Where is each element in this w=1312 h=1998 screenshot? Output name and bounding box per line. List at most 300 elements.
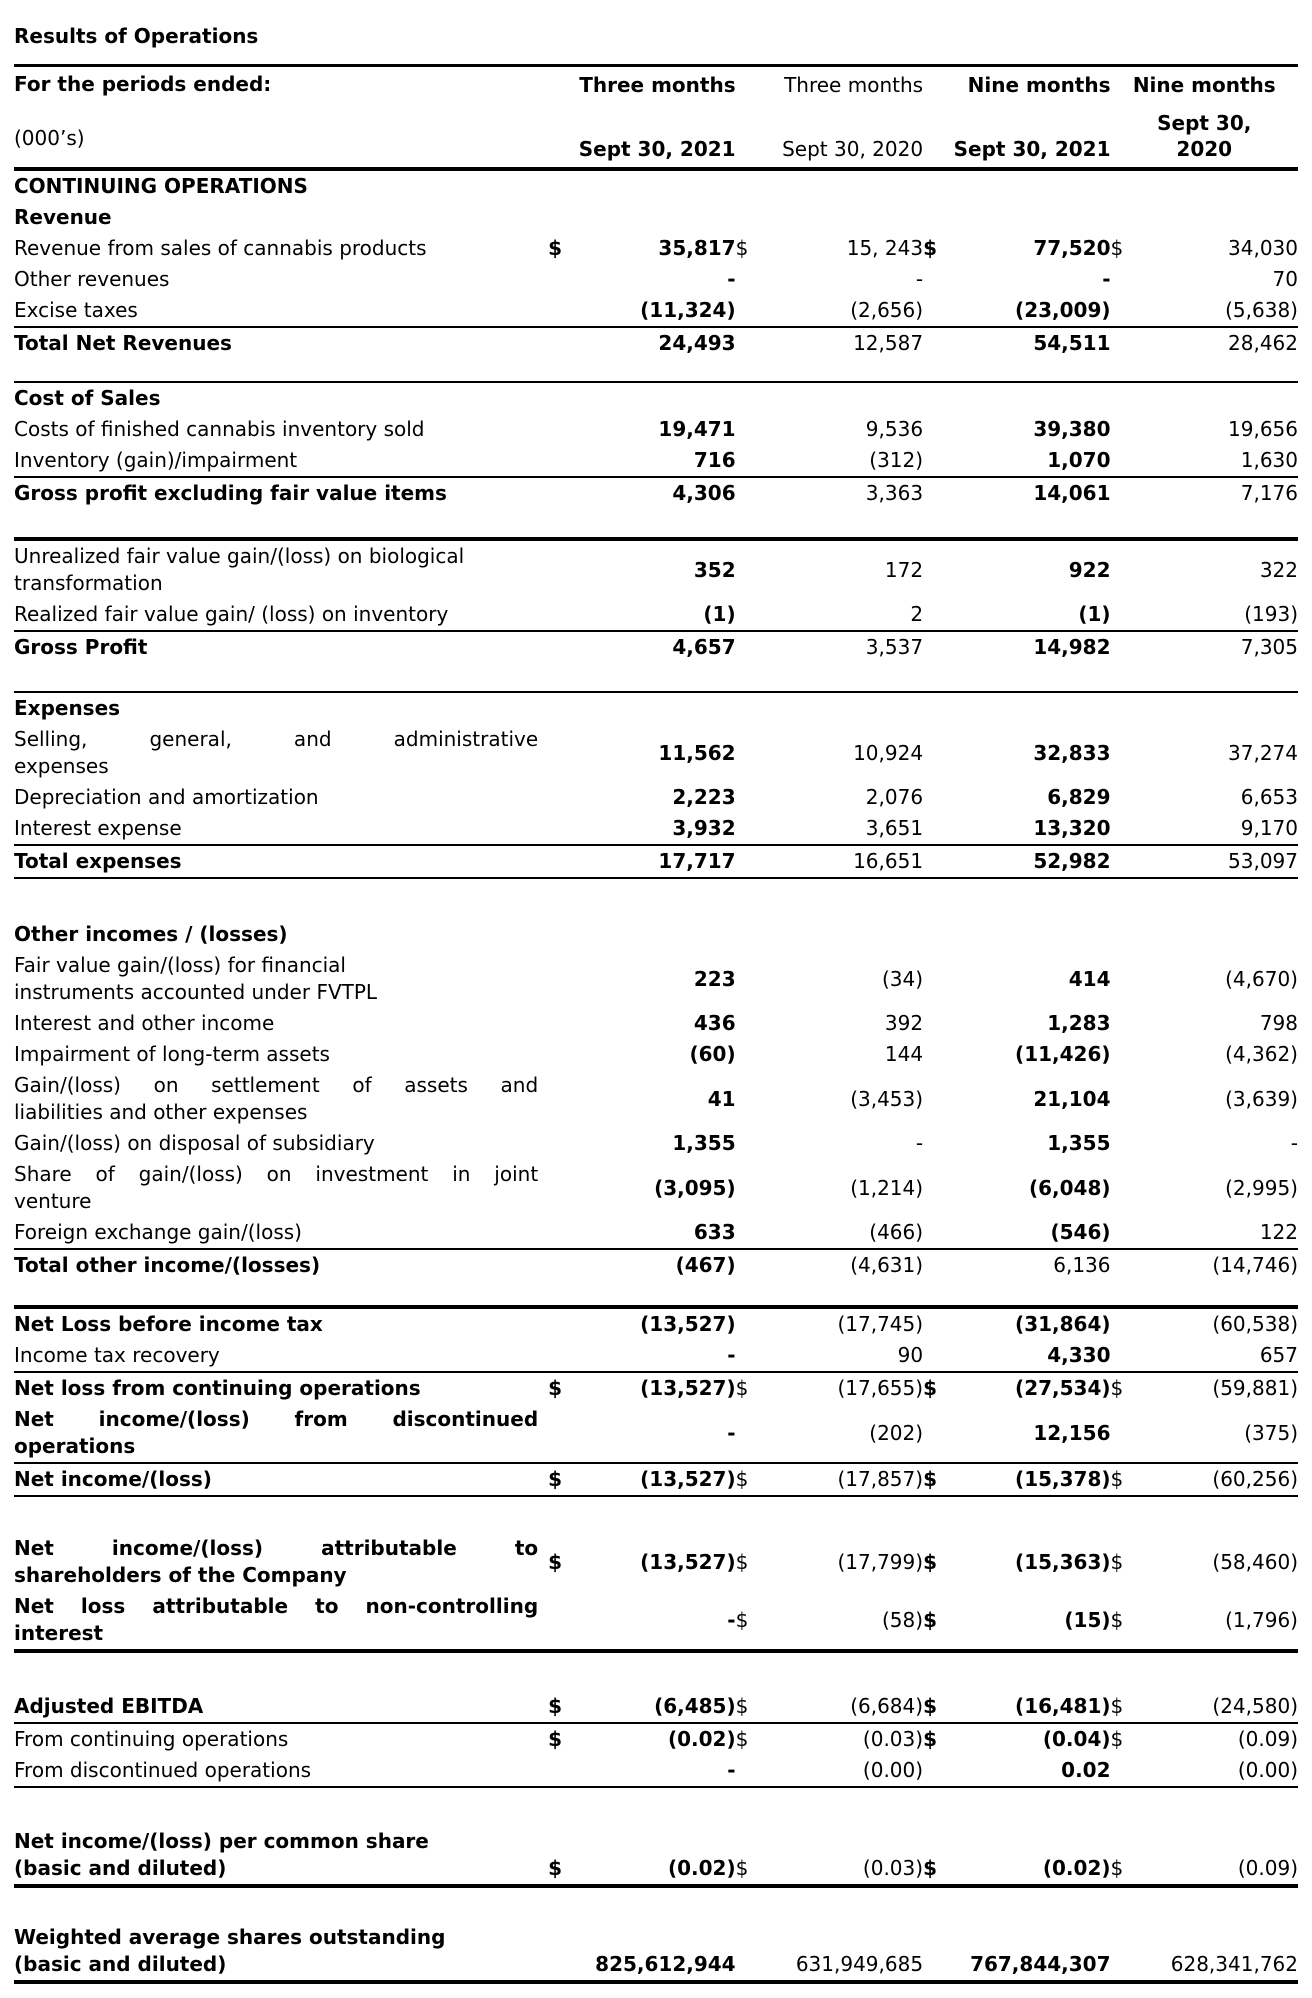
row-label-line: Excise taxes [14,298,138,322]
spacer-cell [14,1281,1298,1305]
currency-cell [548,445,578,476]
currency-cell: $ [735,1467,749,1491]
currency-cell [736,478,766,509]
table-row [14,541,1298,599]
header-period-label: Nine months [1132,73,1276,97]
value-cell: 2,223 [672,785,736,809]
table-row [14,1404,1298,1462]
currency-cell [548,264,578,295]
table-row [14,233,1298,264]
row-label-line: Other revenues [14,267,170,291]
value-cell: 1,630 [1240,448,1298,472]
row-label-line: Net income/(loss) [14,1467,212,1491]
row-label-line: Gross profit excluding fair value items [14,481,447,505]
row-label [14,169,548,202]
value-cell: 922 [1068,557,1111,582]
value-cell: (0.03) [862,1856,924,1880]
value-cell: - [1290,1131,1298,1155]
value-cell: 4,657 [672,635,736,659]
currency-cell [1111,1159,1141,1217]
currency-cell [923,1008,953,1039]
value-cell: 52,982 [1033,849,1111,873]
value-cell: (6,048) [1028,1175,1111,1200]
value-cell: (202) [869,1420,924,1445]
value-cell: 24,493 [658,331,736,355]
table-row [14,1159,1298,1217]
currency-cell [923,813,953,844]
value-cell: - [727,1607,736,1632]
currency-cell [548,1591,578,1649]
currency-cell [548,846,578,877]
value-cell: 0.02 [1061,1758,1111,1782]
currency-cell [548,1755,578,1786]
currency-cell [736,846,766,877]
value-cell: (375) [1244,1420,1298,1445]
row-label [14,1826,548,1884]
value-cell: (13,527) [640,1467,736,1491]
currency-cell [736,1250,766,1281]
currency-cell: $ [735,1694,749,1718]
currency-cell [736,599,766,630]
currency-cell [923,445,953,476]
value-cell: 32,833 [1033,740,1111,765]
value-cell: (60,256) [1212,1467,1298,1491]
row-label-line: Inventory (gain)/impairment [14,448,298,472]
value-cell: 223 [693,966,736,991]
currency-cell [1111,264,1141,295]
currency-cell [548,1309,578,1340]
section-header-row [14,202,1298,233]
spacer-row [14,1888,1298,1922]
currency-cell [923,1922,953,1980]
row-label [14,782,548,813]
table-row [14,445,1298,476]
row-label [14,383,548,414]
value-cell: (312) [869,448,924,472]
value-cell: (13,527) [640,1376,736,1400]
row-label [14,599,548,630]
currency-cell [736,782,766,813]
currency-cell: $ [735,1549,749,1574]
currency-cell [923,1250,953,1281]
currency-cell [1111,1128,1141,1159]
row-label [14,1217,548,1248]
row-label [14,1340,548,1371]
value-cell: 17,717 [658,849,736,873]
table-row [14,264,1298,295]
row-label [14,1373,548,1404]
value-cell: 6,136 [1053,1253,1111,1277]
value-cell: (2,995) [1225,1175,1298,1200]
header-column-wrap [736,72,923,162]
value-cell: 39,380 [1033,417,1111,441]
value-cell: 15, 243 [846,236,924,260]
row-label [14,813,548,844]
value-cell: 90 [897,1343,924,1367]
currency-cell: $ [548,1549,563,1574]
currency-cell [1111,846,1141,877]
value-cell: (17,799) [837,1549,924,1574]
table-row [14,414,1298,445]
currency-cell: $ [1110,1856,1124,1880]
value-cell: 1,355 [672,1131,736,1155]
row-label [14,1159,548,1217]
spacer-row [14,663,1298,691]
value-cell: - [727,1758,736,1782]
row-label-line: venture [14,1189,92,1213]
spacer-cell [14,879,1298,919]
currency-cell [736,1404,766,1462]
currency-cell [736,1309,766,1340]
row-label [14,1039,548,1070]
currency-cell [736,1159,766,1217]
currency-cell [923,1309,953,1340]
currency-cell [923,1340,953,1371]
spacer-cell [14,1788,1298,1826]
currency-cell: $ [548,1376,563,1400]
spacer-cell [14,1653,1298,1691]
value-cell: (23,009) [1015,298,1111,322]
row-label-line: Expenses [14,696,121,720]
filler-cell [548,202,1298,233]
row-label-line: Selling, general, and administrative [14,727,539,751]
row-label [14,233,548,264]
row-label [14,1404,548,1462]
value-cell: 2,076 [865,785,924,809]
currency-cell [548,1128,578,1159]
currency-cell: $ [548,236,563,260]
page-title: Results of Operations [14,24,259,48]
row-label-line: transformation [14,571,163,595]
currency-cell [1111,295,1141,326]
table-row [14,599,1298,630]
header-period-label: Three months [784,73,924,97]
value-cell: 14,061 [1033,481,1111,505]
header-label-cell [14,66,548,170]
table-row [14,1008,1298,1039]
table-row [14,1922,1298,1980]
currency-cell: $ [735,1607,749,1632]
currency-cell: $ [923,1467,937,1491]
value-cell: (0.02) [667,1727,736,1751]
spacer-row [14,1788,1298,1826]
header-date-line: Sept 30, 2021 [578,137,736,161]
table-row [14,1755,1298,1786]
currency-cell [1111,1039,1141,1070]
value-cell: 2 [910,602,924,626]
value-cell: 19,656 [1228,417,1298,441]
row-label-line: Foreign exchange gain/(loss) [14,1220,302,1244]
currency-cell [736,950,766,1008]
currency-cell [548,782,578,813]
rule-cell [14,1980,1298,1984]
row-label-line: expenses [14,754,109,778]
header-column-2 [736,66,923,170]
value-cell: 19,471 [658,417,736,441]
table-row [14,328,1298,359]
currency-cell [548,1008,578,1039]
currency-cell: $ [923,1856,937,1880]
currency-cell [548,414,578,445]
row-label-line: Share of gain/(loss) on investment in joint [14,1162,539,1186]
row-label [14,1464,548,1495]
value-cell: (3,095) [654,1175,736,1200]
value-cell: (3,639) [1225,1086,1298,1111]
value-cell: (2,656) [850,298,924,322]
currency-cell [548,950,578,1008]
currency-cell: $ [923,1607,937,1632]
currency-cell [1111,1340,1141,1371]
currency-cell [1111,541,1141,599]
table-row [14,1250,1298,1281]
table-row [14,295,1298,326]
table-row [14,813,1298,844]
currency-cell [736,1217,766,1248]
table-row [14,1724,1298,1755]
currency-cell: $ [735,1727,749,1751]
value-cell: (11,324) [640,298,736,322]
value-cell: 9,536 [865,417,924,441]
currency-cell [736,1128,766,1159]
row-label [14,846,548,877]
currency-cell [736,724,766,782]
currency-cell: $ [548,1694,563,1718]
value-cell: (6,684) [850,1694,924,1718]
currency-cell [736,1922,766,1980]
currency-cell [736,1340,766,1371]
row-label [14,328,548,359]
currency-cell [1111,445,1141,476]
currency-cell [548,1159,578,1217]
spacer-row [14,1497,1298,1533]
value-cell: 7,176 [1240,481,1298,505]
value-cell: 4,306 [672,481,736,505]
currency-cell [923,1070,953,1128]
currency-cell [923,950,953,1008]
value-cell: - [915,1131,924,1155]
value-cell: 4,330 [1047,1343,1111,1367]
header-column-wrap [923,72,1110,162]
value-cell: 144 [884,1042,924,1066]
currency-cell [1111,1250,1141,1281]
value-cell: 3,363 [865,481,924,505]
value-cell: (24,580) [1212,1694,1298,1718]
table-row [14,1373,1298,1404]
row-label [14,478,548,509]
value-cell: 34,030 [1228,236,1298,260]
table-row [14,1591,1298,1649]
currency-cell [548,724,578,782]
value-cell: 54,511 [1033,331,1111,355]
currency-cell: $ [548,1727,563,1751]
table-row [14,1826,1298,1884]
row-label [14,1755,548,1786]
currency-cell [1111,813,1141,844]
table-row [14,846,1298,877]
value-cell: 3,651 [865,816,924,840]
currency-cell [923,1128,953,1159]
filler-cell [548,919,1298,950]
currency-cell: $ [923,236,937,260]
currency-cell: $ [1110,1376,1124,1400]
currency-cell [1111,328,1141,359]
value-cell: (11,426) [1015,1042,1111,1066]
row-label-line: Revenue [14,205,112,229]
value-cell: (0.00) [1237,1758,1298,1782]
row-label-line: liabilities and other expenses [14,1100,308,1124]
value-cell: 352 [693,557,736,582]
header-column-3 [923,66,1110,170]
value-cell: (0.00) [862,1758,924,1782]
horizontal-rule-row [14,1980,1298,1984]
row-label-line: Weighted average shares outstanding [14,1925,446,1949]
currency-cell [736,541,766,599]
header-period-label: Three months [579,73,736,97]
value-cell: 767,844,307 [970,1952,1111,1976]
row-label [14,202,548,233]
value-cell: (17,745) [837,1312,924,1336]
header-label-wrap [14,72,548,162]
currency-cell: $ [735,236,749,260]
value-cell: 436 [693,1011,736,1035]
value-cell: (58,460) [1212,1549,1298,1574]
row-label-line: Net loss from continuing operations [14,1376,421,1400]
value-cell: 13,320 [1033,816,1111,840]
value-cell: - [727,1343,736,1367]
spacer-row [14,359,1298,381]
currency-cell [923,1217,953,1248]
value-cell: 825,612,944 [595,1952,736,1976]
row-label-line: Total other income/(losses) [14,1253,321,1277]
currency-cell [923,478,953,509]
row-label-line: Unrealized fair value gain/(loss) on biological [14,544,465,568]
value-cell: (16,481) [1015,1694,1111,1718]
currency-cell [548,632,578,663]
currency-cell [736,445,766,476]
currency-cell: $ [735,1376,749,1400]
table-row [14,1039,1298,1070]
currency-cell: $ [923,1694,937,1718]
value-cell: 657 [1259,1343,1298,1367]
spacer-row [14,1281,1298,1305]
value-cell: (1,796) [1225,1607,1298,1632]
spacer-row [14,1653,1298,1691]
spacer-row [14,509,1298,537]
value-cell: 6,653 [1240,785,1298,809]
value-cell: (60) [689,1042,736,1066]
value-cell: 172 [884,557,924,582]
table-row [14,782,1298,813]
row-label-line: From discontinued operations [14,1758,312,1782]
row-label-line: Depreciation and amortization [14,785,319,809]
currency-cell [923,1755,953,1786]
currency-cell [548,813,578,844]
table-header-row [14,66,1298,170]
table-row [14,1070,1298,1128]
value-cell: (193) [1244,602,1298,626]
value-cell: (546) [1050,1220,1111,1244]
results-of-operations-table [14,64,1298,1984]
currency-cell [736,1070,766,1128]
currency-cell: $ [923,1376,937,1400]
value-cell: 798 [1259,1011,1298,1035]
table-row [14,1128,1298,1159]
row-label-line: Net Loss before income tax [14,1312,323,1336]
row-label [14,264,548,295]
value-cell: (17,655) [837,1376,924,1400]
currency-cell [1111,1922,1141,1980]
currency-cell [1111,724,1141,782]
value-cell: 11,562 [658,740,736,765]
value-cell: (0.02) [667,1856,736,1880]
value-cell: (3,453) [850,1086,924,1111]
value-cell: 77,520 [1033,236,1111,260]
header-dates [1111,110,1298,162]
table-row [14,1217,1298,1248]
value-cell: 21,104 [1033,1086,1111,1111]
value-cell: 35,817 [658,236,736,260]
table-body [14,169,1298,1984]
currency-cell [548,599,578,630]
row-label [14,1309,548,1340]
row-label-line: From continuing operations [14,1727,289,1751]
row-label-line: Net income/(loss) from discontinued [14,1407,539,1431]
currency-cell [548,1922,578,1980]
value-cell: 1,283 [1047,1011,1111,1035]
row-label [14,295,548,326]
row-label-line: Net income/(loss) per common share [14,1829,429,1853]
row-label-line: Interest and other income [14,1011,275,1035]
row-label [14,1591,548,1649]
row-label [14,1250,548,1281]
row-label [14,950,548,1008]
currency-cell: $ [735,1856,749,1880]
table-row [14,1533,1298,1591]
row-label-line: Total Net Revenues [14,331,232,355]
value-cell: 37,274 [1228,740,1298,765]
currency-cell [923,599,953,630]
filler-cell [548,169,1298,202]
value-cell: (1) [1078,602,1111,626]
section-header-row [14,693,1298,724]
currency-cell [923,632,953,663]
value-cell: (4,670) [1225,966,1298,991]
currency-cell [1111,414,1141,445]
spacer-cell [14,509,1298,537]
row-label [14,1128,548,1159]
value-cell: - [727,267,736,291]
currency-cell [736,264,766,295]
currency-cell [736,328,766,359]
currency-cell [736,813,766,844]
currency-cell: $ [1110,1467,1124,1491]
value-cell: (1) [703,602,736,626]
row-label-line: Gain/(loss) on settlement of assets and [14,1073,539,1097]
value-cell: (59,881) [1212,1376,1298,1400]
header-date-line: Sept 30, 2020 [782,137,924,161]
header-dates [923,136,1110,162]
row-label [14,632,548,663]
currency-cell [923,1404,953,1462]
currency-cell [736,1039,766,1070]
value-cell: (34) [882,966,924,991]
value-cell: - [727,1420,736,1445]
value-cell: (58) [882,1607,924,1632]
value-cell: (15,363) [1015,1549,1111,1574]
header-column-1 [548,66,735,170]
currency-cell: $ [1110,236,1124,260]
row-label [14,1922,548,1980]
